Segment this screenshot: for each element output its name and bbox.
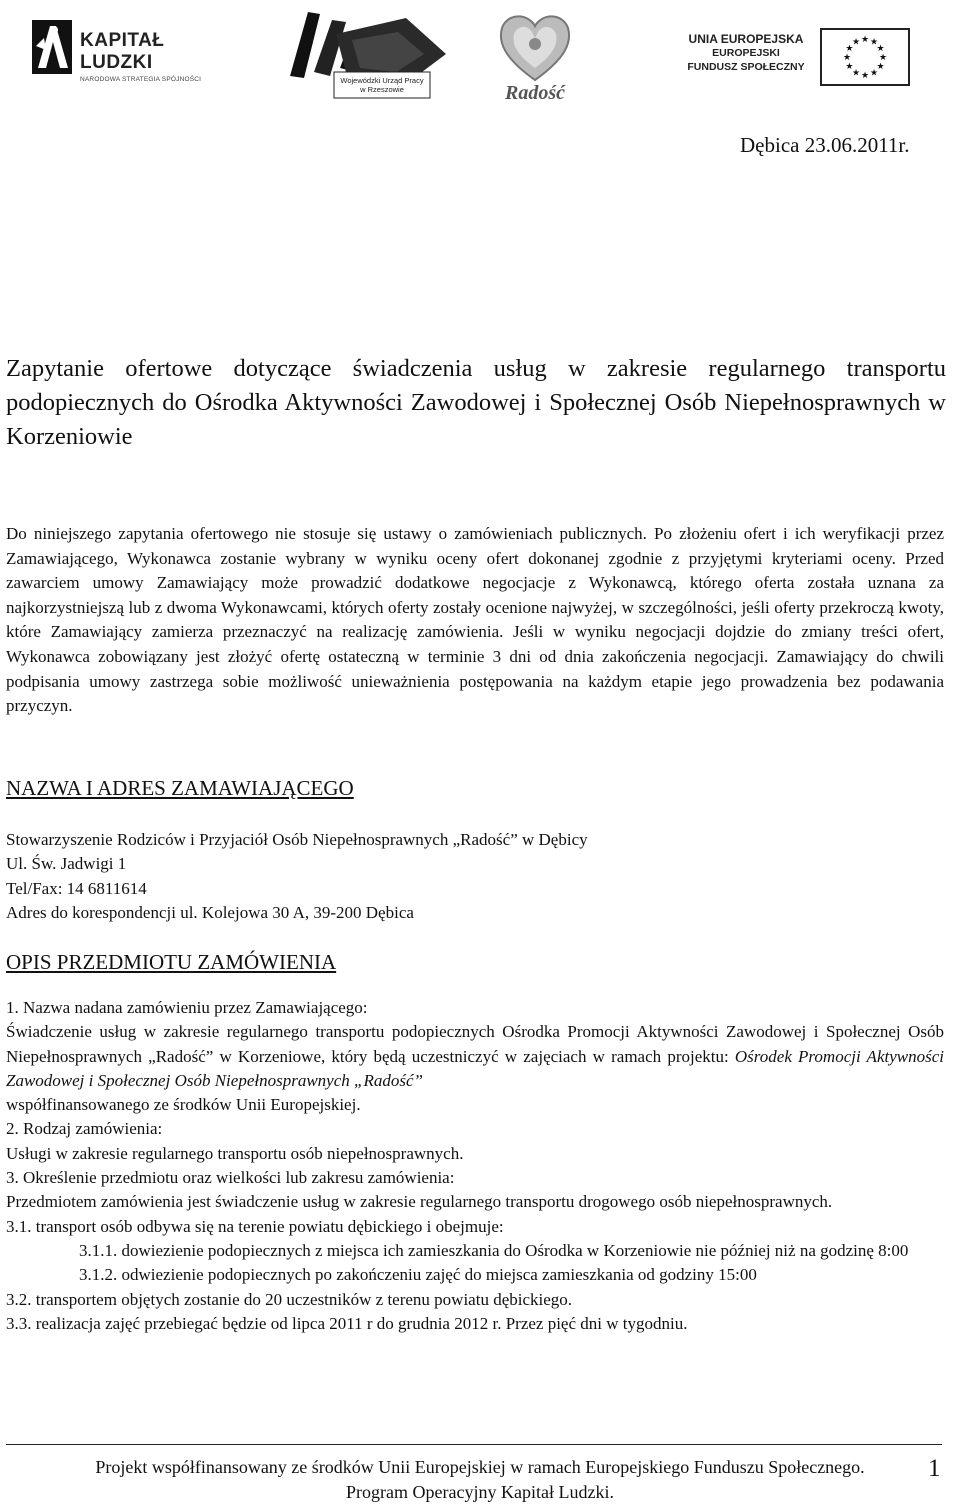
kapital-ludzki-title: KAPITAŁ LUDZKI (80, 30, 165, 73)
eu-star-icon: ★ (869, 37, 879, 48)
eu-logo (680, 28, 912, 86)
eu-star-icon: ★ (860, 71, 870, 81)
address-line-street: Ul. Św. Jadwigi 1 (6, 854, 127, 874)
kapital-ludzki-logo (30, 16, 220, 82)
radosc-logo-word: Radość (505, 82, 565, 104)
intro-paragraph: Do niniejszego zapytania ofertowego nie stosuje się ustawy o zamówieniach publicznych. Po złożeniu ofert i ich weryfikacji przez Zamawiającego, Wykonawca zostanie wybrany w wyniku oceny ofert dokonanej zgodnie z przyjętymi kryteriami oceny. Przed zawarciem umowy Zamawiający może prowadzić dodatkowe negocjacje z Wykonawcą, którego oferta została uznana za najkorzystniejszą lub z dwoma Wykonawcami, których oferty zostały ocenione najwyżej, w szczególności, jeśli oferty przekroczą kwoty, które Zamawiający zamierza przeznaczyć na realizację zamówienia. Jeśli w wyniku negocjacji dojdzie do zmiany treści ofert, Wykonawca zobowiązany jest złożyć ofertę ostateczną w terminie 3 dni od dnia zakończenia negocjacji. Zamawiający do chwili podpisania umowy zastrzega sobie możliwość unieważnienia postępowania na każdym etapie jego prowadzenia bez podawania przyczyn. (6, 524, 944, 716)
eu-star-icon: ★ (860, 35, 870, 45)
zamawiajacy-address (6, 828, 588, 925)
eu-star-icon: ★ (842, 53, 852, 63)
heart-icon (494, 8, 576, 84)
item-3-text: Przedmiotem zamówienia jest świadczenie usług w zakresie regularnego transportu drogowego osób niepełnosprawnych. (6, 1192, 833, 1212)
document-title (6, 352, 946, 454)
item-1-text (6, 1020, 944, 1093)
eu-flag-icon (820, 28, 910, 86)
item-3-2: 3.2. transportem objętych zostanie do 20 uczestników z terenu powiatu dębickiego. (6, 1289, 573, 1309)
item-2-text: Usługi w zakresie regularnego transportu osób niepełnosprawnych. (6, 1143, 464, 1163)
footer (0, 1455, 960, 1505)
wup-logo (286, 6, 450, 102)
item-1-text-b: współfinansowanego ze środków Unii Europejskiej. (6, 1095, 361, 1115)
item-3-3: 3.3. realizacja zajęć przebiegać będzie od lipca 2011 r do grudnia 2012 r. Przez pięć dni w tygodniu. (6, 1313, 688, 1333)
title-text: Zapytanie ofertowe dotyczące świadczenia usług w zakresie regularnego transportu podopiecznych do Ośrodka Aktywności Zawodowej i Społecznej Osób Niepełnosprawnych w Korzeniowie (6, 355, 946, 450)
eu-star-icon: ★ (845, 44, 854, 54)
eu-star-icon: ★ (878, 53, 888, 63)
item-1-text-a: Świadczenie usług w zakresie regularnego transportu podopiecznych Ośrodka Promocji Aktywności Zawodowej i Społecznej Osób Niepełnosprawnych „Radość” w Korzeniowe, który będą uczestniczyć w zajęciach w ramach projektu: (6, 1022, 944, 1066)
eu-star-icon: ★ (851, 68, 861, 79)
item-3-1-2: 3.1.2. odwiezienie podopiecznych po zakończeniu zajęć do miejsca zamieszkania od godziny 15:00 (79, 1265, 757, 1285)
page-number: 1 (928, 1455, 941, 1482)
section-heading-zamawiajacy: NAZWA I ADRES ZAMAWIAJĄCEGO (6, 776, 354, 800)
eu-star-icon: ★ (876, 62, 885, 72)
document-date: Dębica 23.06.2011r. (740, 133, 910, 157)
item-1-project-name: Ośrodek Promocji Aktywności Zawodowej i Społecznej Osób Niepełnosprawnych „Radość” (6, 1046, 944, 1090)
eu-star-icon: ★ (876, 44, 885, 54)
eu-logo-line2: EUROPEJSKI (712, 47, 780, 59)
footer-line-1: Projekt współfinansowany ze środków Unii Europejskiej w ramach Europejskiego Funduszu Społecznego. (95, 1457, 865, 1477)
eu-star-icon: ★ (845, 62, 854, 72)
address-line-phone: Tel/Fax: 14 6811614 (6, 878, 147, 898)
item-3-1-1: 3.1.1. dowiezienie podopiecznych z miejsca ich zamieszkania do Ośrodka w Korzeniowie nie później niż na godzinę 8:00 (79, 1240, 909, 1260)
eu-logo-line3: FUNDUSZ SPOŁECZNY (687, 61, 805, 73)
item-3-1: 3.1. transport osób odbywa się na terenie powiatu dębickiego i obejmuje: (6, 1216, 504, 1236)
wup-caption-line2: w Rzeszowie (360, 85, 404, 94)
address-line-name: Stowarzyszenie Rodziców i Przyjaciół Osób Niepełnosprawnych „Radość” w Dębicy (6, 830, 588, 849)
radosc-logo (494, 8, 576, 108)
item-2-label: 2. Rodzaj zamówienia: (6, 1119, 163, 1139)
kapital-ludzki-emblem-icon (30, 16, 78, 78)
section-heading-opis: OPIS PRZEDMIOTU ZAMÓWIENIA (6, 950, 337, 974)
kapital-ludzki-subtitle: NARODOWA STRATEGIA SPÓJNOŚCI (80, 76, 202, 83)
eu-logo-line1: UNIA EUROPEJSKA (688, 32, 804, 46)
item-1-label: 1. Nazwa nadana zamówieniu przez Zamawiającego: (6, 998, 368, 1017)
eu-star-icon: ★ (851, 37, 861, 48)
eu-star-icon: ★ (869, 68, 879, 79)
item-3-label: 3. Określenie przedmiotu oraz wielkości lub zakresu zamówienia: (6, 1168, 455, 1188)
address-line-correspondence: Adres do korespondencji ul. Kolejowa 30 A, 39-200 Dębica (6, 902, 414, 922)
footer-line-2: Program Operacyjny Kapitał Ludzki. (346, 1482, 614, 1502)
wup-caption-line1: Wojewódzki Urząd Pracy (340, 76, 424, 85)
opis-body (6, 996, 944, 1336)
footer-divider (6, 1444, 942, 1445)
